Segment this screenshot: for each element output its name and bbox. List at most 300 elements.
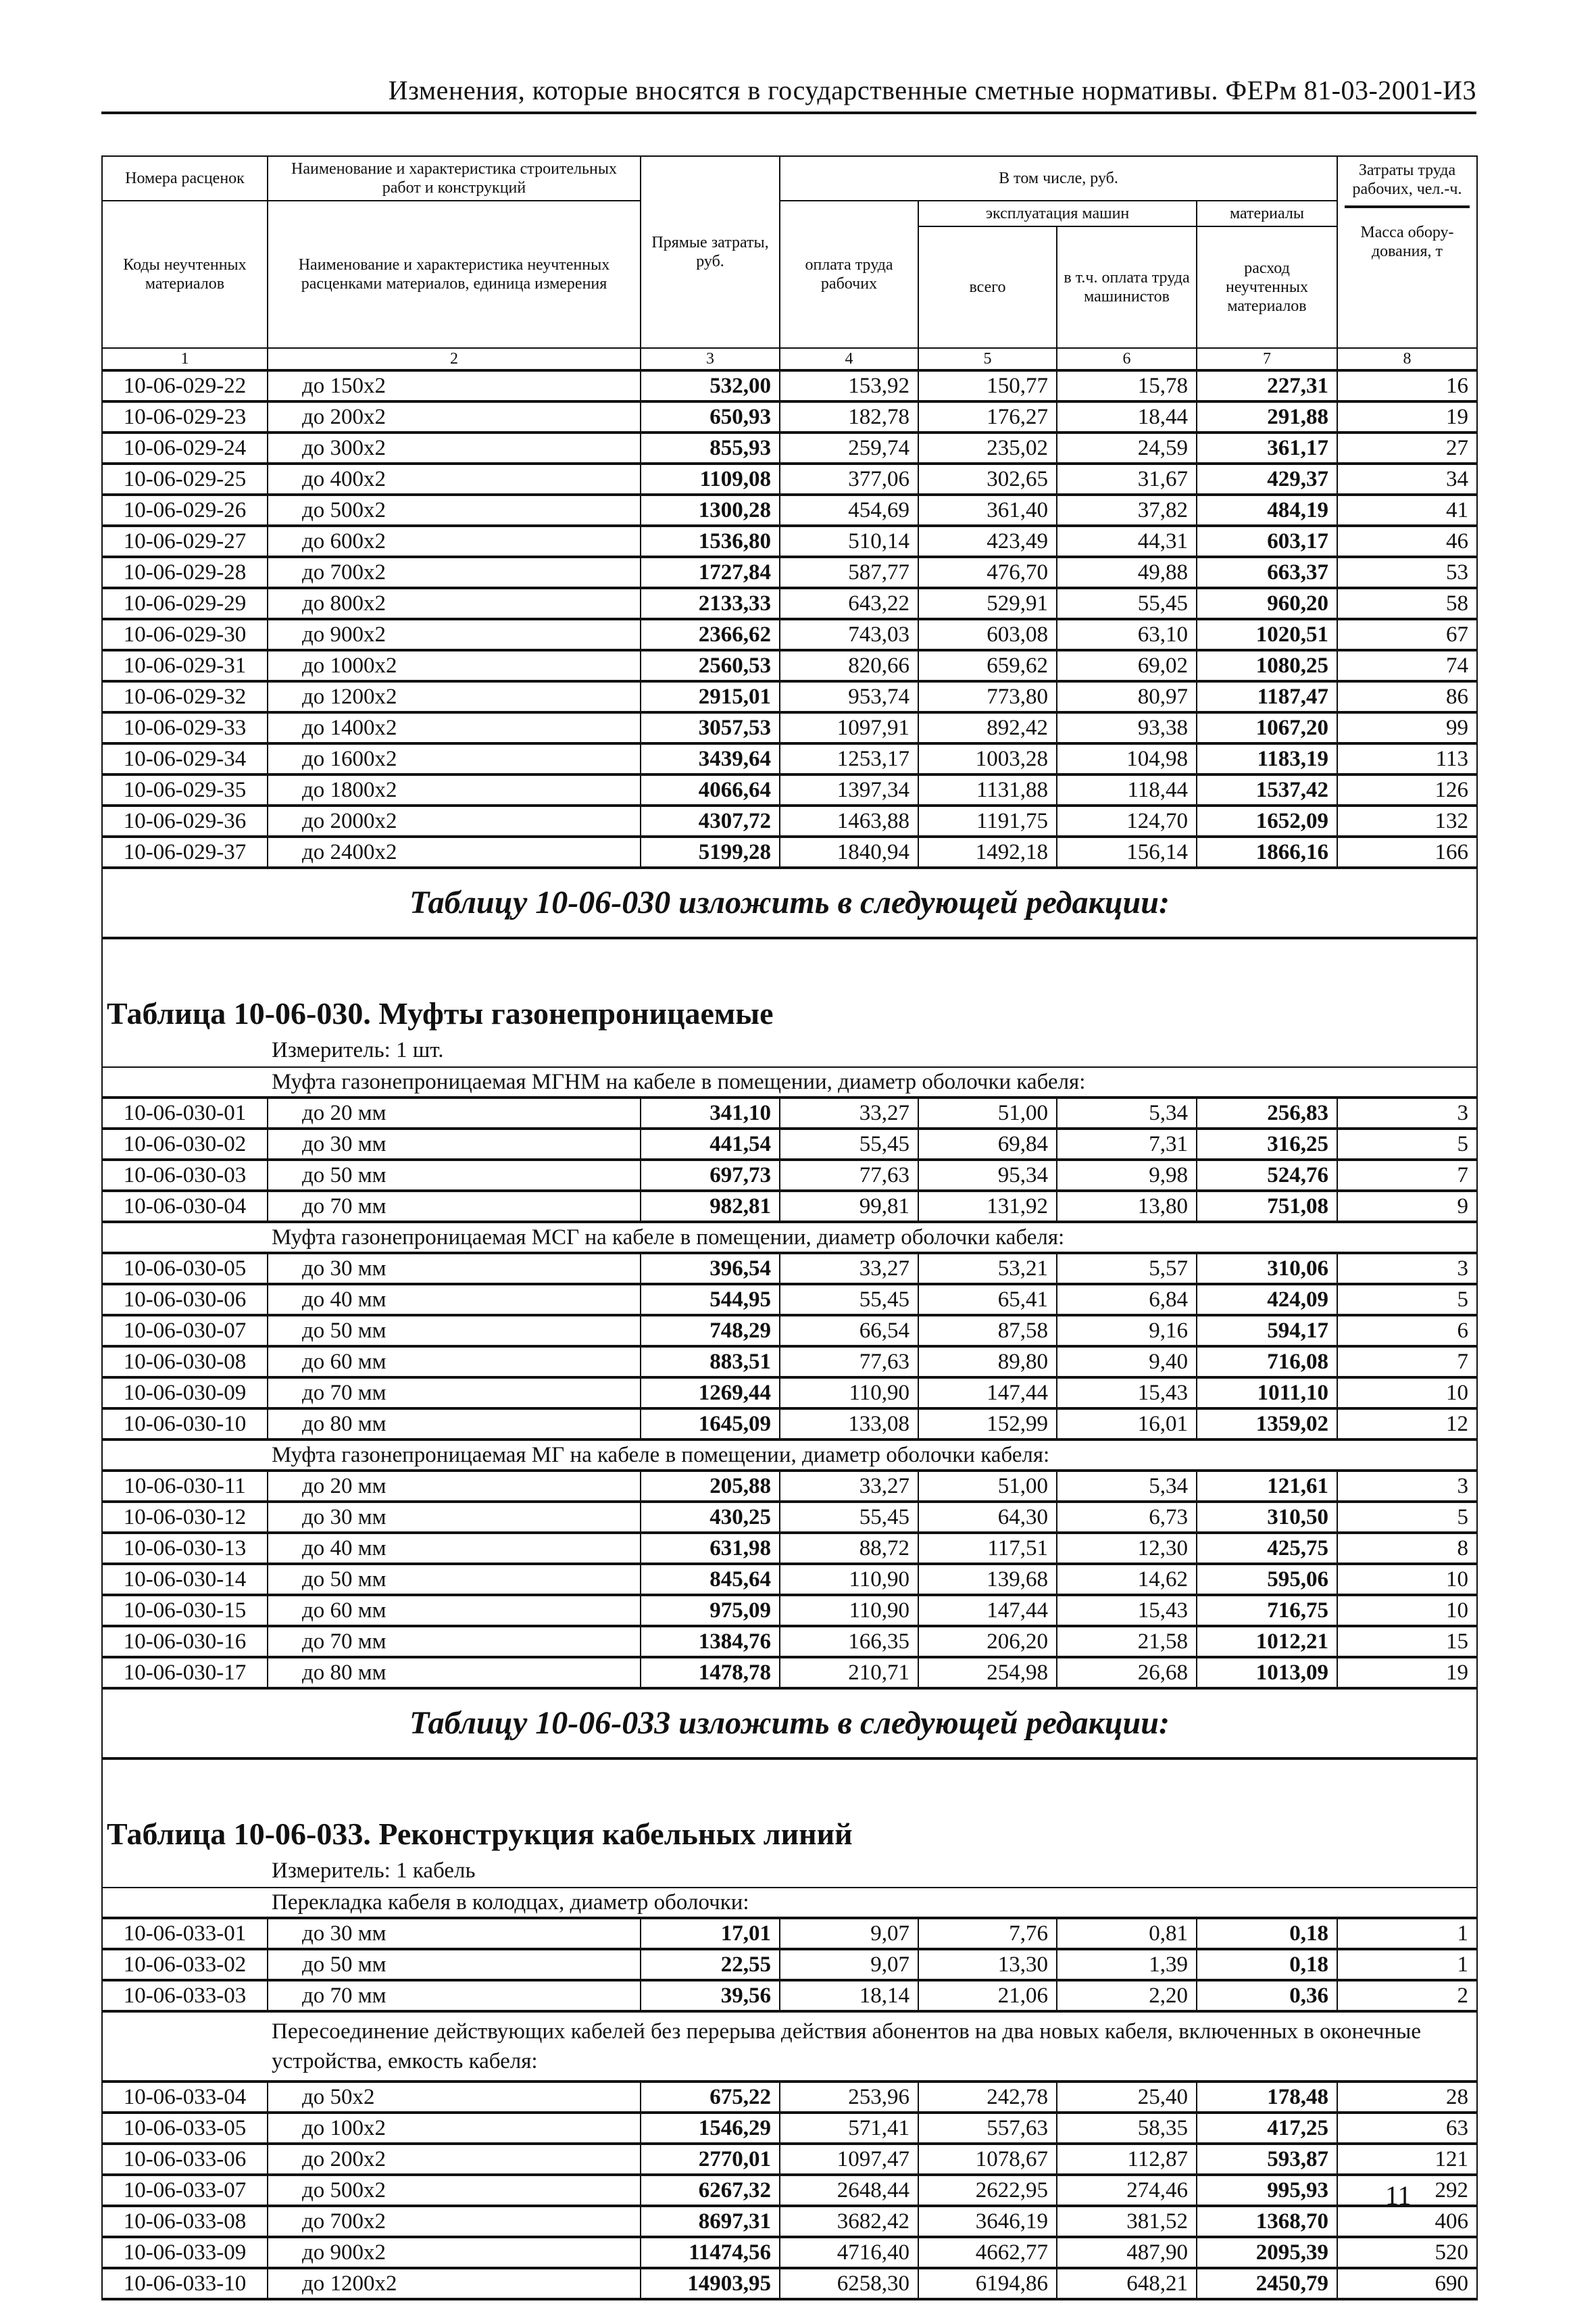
rate-code: 10-06-029-34 (102, 743, 268, 774)
labor-hours: 53 (1337, 557, 1477, 588)
rate-code: 10-06-030-03 (102, 1160, 268, 1191)
rate-name: до 500х2 (268, 495, 641, 526)
rate-name: до 50 мм (268, 1160, 641, 1191)
labor-hours: 16 (1337, 370, 1477, 401)
labor-hours: 67 (1337, 619, 1477, 650)
group-label-row (102, 2011, 1477, 2082)
table-row (102, 681, 1477, 712)
labor-hours: 99 (1337, 712, 1477, 743)
materials-cost: 1012,21 (1197, 1626, 1337, 1657)
materials-cost: 1359,02 (1197, 1408, 1337, 1439)
direct-cost: 3057,53 (641, 712, 780, 743)
table-row (102, 2237, 1477, 2268)
rates-table (101, 155, 1478, 2300)
labor-cost: 33,27 (780, 1253, 918, 1284)
direct-cost: 883,51 (641, 1346, 780, 1377)
direct-cost: 441,54 (641, 1129, 780, 1160)
labor-cost: 33,27 (780, 1471, 918, 1502)
rate-code: 10-06-030-17 (102, 1657, 268, 1688)
rate-code: 10-06-029-29 (102, 588, 268, 619)
table-row (102, 1377, 1477, 1408)
direct-cost: 396,54 (641, 1253, 780, 1284)
table-row (102, 1098, 1477, 1129)
table-row (102, 2206, 1477, 2237)
labor-hours: 5 (1337, 1129, 1477, 1160)
incl-group-header: В том числе, руб. (780, 156, 1337, 201)
table-row (102, 1408, 1477, 1439)
machinist-labor: 80,97 (1057, 681, 1197, 712)
machinist-labor: 44,31 (1057, 526, 1197, 557)
labor-cost: 6258,30 (780, 2268, 918, 2299)
materials-cost: 595,06 (1197, 1564, 1337, 1595)
table-row (102, 837, 1477, 868)
table-row (102, 1595, 1477, 1626)
rate-name: до 1200х2 (268, 2268, 641, 2299)
table-row (102, 526, 1477, 557)
group-label: Пересоединение действующих кабелей без перерыва действия абонентов на два новых кабеля, включенных в оконечные устройства, емкость кабеля: (102, 2011, 1477, 2082)
machinist-labor: 6,73 (1057, 1502, 1197, 1533)
labor-cost: 133,08 (780, 1408, 918, 1439)
labor-hours: 10 (1337, 1564, 1477, 1595)
rate-code: 10-06-030-01 (102, 1098, 268, 1129)
rate-code: 10-06-029-33 (102, 712, 268, 743)
group-label: Муфта газонепроницаемая МГ на кабеле в помещении, диаметр оболочки кабеля: (102, 1439, 1477, 1471)
materials-cost: 1020,51 (1197, 619, 1337, 650)
direct-cost: 2770,01 (641, 2144, 780, 2175)
labor-hours: 28 (1337, 2082, 1477, 2113)
labor-cost: 2648,44 (780, 2175, 918, 2206)
machines-total: 1078,67 (918, 2144, 1057, 2175)
labor-cost: 77,63 (780, 1160, 918, 1191)
column-numbers-row (102, 348, 1477, 370)
rate-code: 10-06-030-16 (102, 1626, 268, 1657)
materials-cost: 716,08 (1197, 1346, 1337, 1377)
labor-hours: 5 (1337, 1502, 1477, 1533)
labor-hours: 132 (1337, 806, 1477, 837)
machinist-labor: 9,16 (1057, 1315, 1197, 1346)
materials-cost: 256,83 (1197, 1098, 1337, 1129)
machines-total: 69,84 (918, 1129, 1057, 1160)
rate-code: 10-06-033-08 (102, 2206, 268, 2237)
header-row-1 (102, 156, 1477, 201)
labor-hours: 3 (1337, 1098, 1477, 1129)
rate-name: до 100х2 (268, 2113, 641, 2144)
table-row (102, 557, 1477, 588)
labor-hours: 2 (1337, 1980, 1477, 2011)
materials-cost: 1011,10 (1197, 1377, 1337, 1408)
materials-cost: 1080,25 (1197, 650, 1337, 681)
materials-cost: 1183,19 (1197, 743, 1337, 774)
machinist-labor: 104,98 (1057, 743, 1197, 774)
rate-code: 10-06-033-07 (102, 2175, 268, 2206)
machinist-labor: 7,31 (1057, 1129, 1197, 1160)
group-label: Муфта газонепроницаемая МСГ на кабеле в помещении, диаметр оболочки кабеля: (102, 1222, 1477, 1253)
table-row (102, 1284, 1477, 1315)
column-number: 6 (1057, 348, 1197, 370)
rate-code: 10-06-029-27 (102, 526, 268, 557)
materials-cost: 1368,70 (1197, 2206, 1337, 2237)
labor-hours: 9 (1337, 1191, 1477, 1222)
rate-code: 10-06-029-31 (102, 650, 268, 681)
materials-cost: 424,09 (1197, 1284, 1337, 1315)
direct-cost: 855,93 (641, 433, 780, 464)
direct-cost: 697,73 (641, 1160, 780, 1191)
direct-cost: 1645,09 (641, 1408, 780, 1439)
col2-top-header: Наименование и характеристика строительных работ и конструкций (268, 156, 641, 201)
labor-hours: 63 (1337, 2113, 1477, 2144)
table-row (102, 2082, 1477, 2113)
labor-hours: 34 (1337, 464, 1477, 495)
labor-cost: 55,45 (780, 1284, 918, 1315)
table-row (102, 619, 1477, 650)
col8-top-label: Затраты труда рабочих, чел.-ч. (1345, 161, 1470, 208)
machinist-labor: 21,58 (1057, 1626, 1197, 1657)
labor-cost: 743,03 (780, 619, 918, 650)
rate-name: до 50х2 (268, 2082, 641, 2113)
rate-name: до 2000х2 (268, 806, 641, 837)
machinist-labor: 381,52 (1057, 2206, 1197, 2237)
rate-name: до 70 мм (268, 1626, 641, 1657)
machines-total: 147,44 (918, 1595, 1057, 1626)
column-number: 7 (1197, 348, 1337, 370)
rate-name: до 200х2 (268, 401, 641, 433)
labor-cost: 110,90 (780, 1377, 918, 1408)
rate-name: до 30 мм (268, 1129, 641, 1160)
table-row (102, 2268, 1477, 2299)
rate-name: до 60 мм (268, 1595, 641, 1626)
table-row (102, 401, 1477, 433)
table-row (102, 588, 1477, 619)
rate-name: до 1800х2 (268, 774, 641, 806)
machinist-labor: 37,82 (1057, 495, 1197, 526)
rate-code: 10-06-030-13 (102, 1533, 268, 1564)
materials-cost: 1067,20 (1197, 712, 1337, 743)
labor-hours: 690 (1337, 2268, 1477, 2299)
machines-total: 302,65 (918, 464, 1057, 495)
labor-hours: 1 (1337, 1918, 1477, 1949)
machines-total: 51,00 (918, 1471, 1057, 1502)
column-number: 2 (268, 348, 641, 370)
labor-cost: 1097,47 (780, 2144, 918, 2175)
labor-cost: 33,27 (780, 1098, 918, 1129)
labor-cost: 1463,88 (780, 806, 918, 837)
labor-hours: 3 (1337, 1471, 1477, 1502)
materials-cost: 663,37 (1197, 557, 1337, 588)
column-number: 3 (641, 348, 780, 370)
materials-cost: 417,25 (1197, 2113, 1337, 2144)
rate-name: до 200х2 (268, 2144, 641, 2175)
direct-cost: 8697,31 (641, 2206, 780, 2237)
labor-cost: 110,90 (780, 1564, 918, 1595)
materials-cost: 1013,09 (1197, 1657, 1337, 1688)
rate-name: до 300х2 (268, 433, 641, 464)
direct-cost: 1727,84 (641, 557, 780, 588)
machinist-labor: 14,62 (1057, 1564, 1197, 1595)
labor-hours: 292 (1337, 2175, 1477, 2206)
rate-code: 10-06-033-05 (102, 2113, 268, 2144)
rate-name: до 1200х2 (268, 681, 641, 712)
materials-cost: 316,25 (1197, 1129, 1337, 1160)
materials-cost: 751,08 (1197, 1191, 1337, 1222)
machines-total: 51,00 (918, 1098, 1057, 1129)
labor-cost: 153,92 (780, 370, 918, 401)
rate-name: до 60 мм (268, 1346, 641, 1377)
labor-hours: 19 (1337, 401, 1477, 433)
col8-bottom-label: Масса обору-дования, т (1360, 224, 1454, 260)
labor-cost: 510,14 (780, 526, 918, 557)
labor-hours: 6 (1337, 1315, 1477, 1346)
rate-code: 10-06-029-32 (102, 681, 268, 712)
materials-group-header: материалы (1197, 201, 1337, 226)
col6-header: в т.ч. оплата труда машинистов (1057, 226, 1197, 348)
table-row (102, 1502, 1477, 1533)
direct-cost: 1546,29 (641, 2113, 780, 2144)
machines-total: 131,92 (918, 1191, 1057, 1222)
direct-cost: 3439,64 (641, 743, 780, 774)
machinist-labor: 124,70 (1057, 806, 1197, 837)
machinist-labor: 274,46 (1057, 2175, 1197, 2206)
machines-total: 64,30 (918, 1502, 1057, 1533)
column-number: 4 (780, 348, 918, 370)
labor-hours: 1 (1337, 1949, 1477, 1980)
labor-hours: 15 (1337, 1626, 1477, 1657)
table-row (102, 1160, 1477, 1191)
direct-cost: 748,29 (641, 1315, 780, 1346)
table-row (102, 433, 1477, 464)
labor-hours: 406 (1337, 2206, 1477, 2237)
labor-cost: 1397,34 (780, 774, 918, 806)
rate-name: до 70 мм (268, 1377, 641, 1408)
machines-total: 557,63 (918, 2113, 1057, 2144)
table-row (102, 1949, 1477, 1980)
table-row (102, 1253, 1477, 1284)
rate-code: 10-06-029-30 (102, 619, 268, 650)
table-row (102, 1533, 1477, 1564)
machines-total: 95,34 (918, 1160, 1057, 1191)
materials-cost: 0,18 (1197, 1918, 1337, 1949)
table-row (102, 2175, 1477, 2206)
table-row (102, 370, 1477, 401)
labor-cost: 1840,94 (780, 837, 918, 868)
machinist-labor: 31,67 (1057, 464, 1197, 495)
rate-code: 10-06-033-02 (102, 1949, 268, 1980)
machines-total: 1131,88 (918, 774, 1057, 806)
direct-cost: 4066,64 (641, 774, 780, 806)
rate-name: до 30 мм (268, 1253, 641, 1284)
labor-hours: 10 (1337, 1377, 1477, 1408)
unit-of-measure: Измеритель: 1 шт. (102, 1034, 1477, 1067)
rate-code: 10-06-030-06 (102, 1284, 268, 1315)
direct-cost: 650,93 (641, 401, 780, 433)
direct-cost: 975,09 (641, 1595, 780, 1626)
rate-name: до 1000х2 (268, 650, 641, 681)
labor-cost: 253,96 (780, 2082, 918, 2113)
rate-code: 10-06-033-10 (102, 2268, 268, 2299)
col4-header: оплата труда рабочих (780, 201, 918, 348)
labor-hours: 113 (1337, 743, 1477, 774)
labor-hours: 41 (1337, 495, 1477, 526)
rate-code: 10-06-029-36 (102, 806, 268, 837)
rate-name: до 400х2 (268, 464, 641, 495)
labor-hours: 19 (1337, 1657, 1477, 1688)
machines-total: 65,41 (918, 1284, 1057, 1315)
machinist-labor: 93,38 (1057, 712, 1197, 743)
direct-cost: 845,64 (641, 1564, 780, 1595)
rate-name: до 40 мм (268, 1284, 641, 1315)
rate-name: до 50 мм (268, 1564, 641, 1595)
labor-cost: 18,14 (780, 1980, 918, 2011)
rate-code: 10-06-029-25 (102, 464, 268, 495)
table-row (102, 2113, 1477, 2144)
machines-total: 254,98 (918, 1657, 1057, 1688)
rate-code: 10-06-033-03 (102, 1980, 268, 2011)
labor-hours: 166 (1337, 837, 1477, 868)
machinist-labor: 15,43 (1057, 1377, 1197, 1408)
machines-total: 139,68 (918, 1564, 1057, 1595)
rate-code: 10-06-029-22 (102, 370, 268, 401)
rate-name: до 700х2 (268, 557, 641, 588)
unit-of-measure-row (102, 1034, 1477, 1067)
column-number: 5 (918, 348, 1057, 370)
materials-cost: 310,50 (1197, 1502, 1337, 1533)
labor-cost: 571,41 (780, 2113, 918, 2144)
labor-hours: 27 (1337, 433, 1477, 464)
page-header: Изменения, которые вносятся в государственные сметные нормативы. ФЕРм 81-03-2001-И3 (101, 74, 1476, 114)
machines-total: 892,42 (918, 712, 1057, 743)
table-title: Таблица 10-06-033. Реконструкция кабельных линий (102, 1758, 1477, 1854)
direct-cost: 341,10 (641, 1098, 780, 1129)
direct-cost: 982,81 (641, 1191, 780, 1222)
table-row (102, 1657, 1477, 1688)
materials-cost: 524,76 (1197, 1160, 1337, 1191)
direct-cost: 1478,78 (641, 1657, 780, 1688)
materials-cost: 603,17 (1197, 526, 1337, 557)
rate-name: до 700х2 (268, 2206, 641, 2237)
rate-name: до 500х2 (268, 2175, 641, 2206)
direct-cost: 205,88 (641, 1471, 780, 1502)
materials-cost: 2450,79 (1197, 2268, 1337, 2299)
machines-total: 6194,86 (918, 2268, 1057, 2299)
machines-total: 1492,18 (918, 837, 1057, 868)
materials-cost: 1866,16 (1197, 837, 1337, 868)
machines-group-header: эксплуатация машин (918, 201, 1197, 226)
labor-hours: 74 (1337, 650, 1477, 681)
direct-cost: 39,56 (641, 1980, 780, 2011)
rate-code: 10-06-030-12 (102, 1502, 268, 1533)
machinist-labor: 15,43 (1057, 1595, 1197, 1626)
machines-total: 423,49 (918, 526, 1057, 557)
col7-header: расход неучтенных материалов (1197, 226, 1337, 348)
machines-total: 4662,77 (918, 2237, 1057, 2268)
table-title-row (102, 938, 1477, 1034)
rate-code: 10-06-030-04 (102, 1191, 268, 1222)
machinist-labor: 63,10 (1057, 619, 1197, 650)
machines-total: 1003,28 (918, 743, 1057, 774)
labor-cost: 110,90 (780, 1595, 918, 1626)
rate-code: 10-06-030-15 (102, 1595, 268, 1626)
machines-total: 53,21 (918, 1253, 1057, 1284)
machines-total: 150,77 (918, 370, 1057, 401)
materials-cost: 361,17 (1197, 433, 1337, 464)
rate-name: до 40 мм (268, 1533, 641, 1564)
column-number: 8 (1337, 348, 1477, 370)
machinist-labor: 5,34 (1057, 1471, 1197, 1502)
machines-total: 773,80 (918, 681, 1057, 712)
rate-code: 10-06-030-05 (102, 1253, 268, 1284)
machines-total: 13,30 (918, 1949, 1057, 1980)
table-row (102, 1626, 1477, 1657)
machinist-labor: 58,35 (1057, 2113, 1197, 2144)
machines-total: 87,58 (918, 1315, 1057, 1346)
rate-code: 10-06-029-23 (102, 401, 268, 433)
machines-total: 206,20 (918, 1626, 1057, 1657)
rate-name: до 50 мм (268, 1315, 641, 1346)
materials-cost: 2095,39 (1197, 2237, 1337, 2268)
labor-hours: 7 (1337, 1346, 1477, 1377)
machines-total: 89,80 (918, 1346, 1057, 1377)
materials-cost: 0,36 (1197, 1980, 1337, 2011)
labor-cost: 182,78 (780, 401, 918, 433)
column-number: 1 (102, 348, 268, 370)
group-label: Перекладка кабеля в колодцах, диаметр оболочки: (102, 1888, 1477, 1918)
table-row (102, 1315, 1477, 1346)
materials-cost: 594,17 (1197, 1315, 1337, 1346)
table-row (102, 464, 1477, 495)
table-row (102, 495, 1477, 526)
rate-name: до 80 мм (268, 1408, 641, 1439)
labor-cost: 1253,17 (780, 743, 918, 774)
col3-header: Прямые затраты, руб. (641, 156, 780, 348)
labor-hours: 3 (1337, 1253, 1477, 1284)
machines-total: 7,76 (918, 1918, 1057, 1949)
direct-cost: 11474,56 (641, 2237, 780, 2268)
labor-hours: 46 (1337, 526, 1477, 557)
labor-cost: 166,35 (780, 1626, 918, 1657)
direct-cost: 22,55 (641, 1949, 780, 1980)
col8-header (1337, 156, 1477, 348)
machines-total: 235,02 (918, 433, 1057, 464)
machinist-labor: 9,40 (1057, 1346, 1197, 1377)
rate-name: до 20 мм (268, 1471, 641, 1502)
machines-total: 476,70 (918, 557, 1057, 588)
table-row (102, 1191, 1477, 1222)
labor-cost: 4716,40 (780, 2237, 918, 2268)
rate-code: 10-06-030-10 (102, 1408, 268, 1439)
machines-total: 152,99 (918, 1408, 1057, 1439)
rate-code: 10-06-030-11 (102, 1471, 268, 1502)
rate-code: 10-06-029-37 (102, 837, 268, 868)
machinist-labor: 487,90 (1057, 2237, 1197, 2268)
direct-cost: 1269,44 (641, 1377, 780, 1408)
rate-code: 10-06-033-06 (102, 2144, 268, 2175)
materials-cost: 227,31 (1197, 370, 1337, 401)
direct-cost: 675,22 (641, 2082, 780, 2113)
machines-total: 361,40 (918, 495, 1057, 526)
labor-hours: 58 (1337, 588, 1477, 619)
group-label-row (102, 1439, 1477, 1471)
rate-name: до 50 мм (268, 1949, 641, 1980)
group-label-row (102, 1222, 1477, 1253)
unit-of-measure-row (102, 1854, 1477, 1888)
section-banner: Таблицу 10-06-030 изложить в следующей редакции: (102, 868, 1477, 938)
machinist-labor: 5,34 (1057, 1098, 1197, 1129)
machinist-labor: 112,87 (1057, 2144, 1197, 2175)
rate-name: до 1400х2 (268, 712, 641, 743)
table-title-row (102, 1758, 1477, 1854)
machinist-labor: 156,14 (1057, 837, 1197, 868)
table-row (102, 1918, 1477, 1949)
labor-cost: 66,54 (780, 1315, 918, 1346)
